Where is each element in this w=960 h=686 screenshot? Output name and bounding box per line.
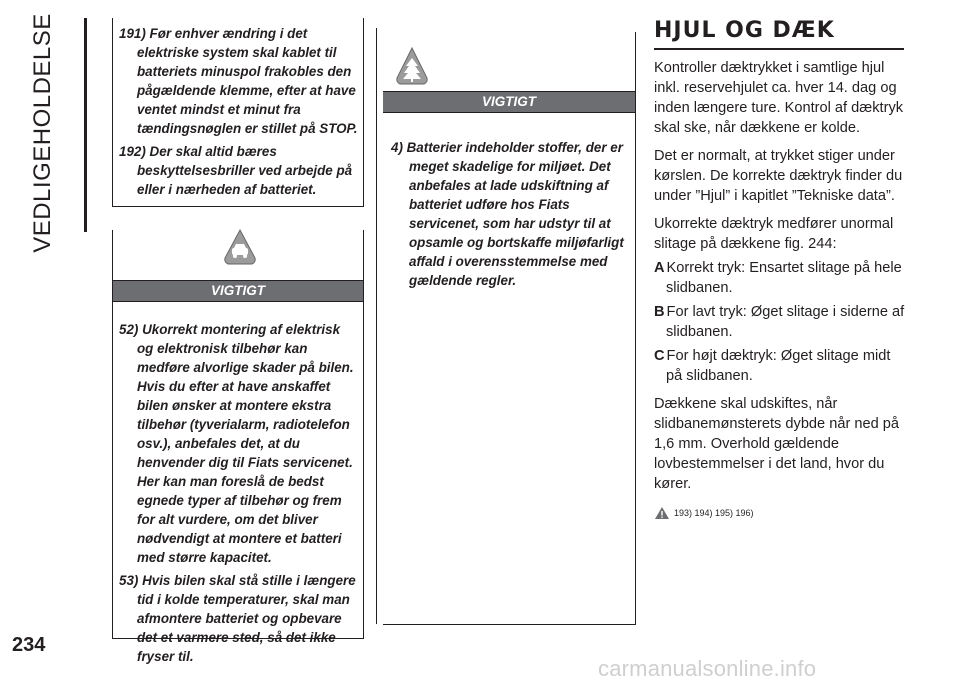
chapter-divider <box>84 18 87 232</box>
paragraph-check-pressure: Kontroller dæktrykket i samtlige hjul inkl. reservehjulet ca. hver 14. dag og inden længere ture. Kontrol af dæktryk skal ske, når dækkene er kolde. <box>654 60 904 136</box>
paragraph-pressure-rises: Det er normalt, at trykket stiger under kørslen. De korrekte dæktryk finder du under ”Hjul” i kapitlet ”Tekniske data”. <box>654 148 903 204</box>
car-warning-icon <box>223 228 257 273</box>
legend-item-b: B For lavt tryk: Øget slitage i siderne af slidbanen. <box>654 304 905 340</box>
chapter-side-title <box>8 13 78 253</box>
warning-triangle-icon <box>654 506 670 520</box>
important-heading: VIGTIGT <box>113 280 363 302</box>
chapter-title-text: VEDLIGEHOLDELSE <box>29 13 56 253</box>
notes-box-battery <box>112 18 364 207</box>
note-4: 4) Batterier indeholder stoffer, der er meget skadelige for miljøet. Det anbefales at lade udskiftning af batteriet udføre hos Fiats servicenet, som har udstyr til at opsamle og bortskaffe miljøfarligt affald i overensstemmelse med gældende regler. <box>391 140 624 288</box>
wear-legend <box>654 258 908 386</box>
watermark: carmanualsonline.info <box>598 656 817 681</box>
column-divider <box>376 28 377 624</box>
section-title: HJUL OG DÆK <box>654 18 904 50</box>
tree-environment-icon <box>395 46 429 95</box>
note-53: 53) Hvis bilen skal stå stille i længere tid i kolde temperaturer, skal man afmontere batteriet og opbevare det et varmere sted, så det ikke fryser til. <box>119 573 356 664</box>
references-text: 193) 194) 195) 196) <box>674 508 754 518</box>
legend-item-a: A Korrekt tryk: Ensartet slitage på hele slidbanen. <box>654 260 902 296</box>
important-box-accessories <box>112 230 364 664</box>
note-52: 52) Ukorrekt montering af elektrisk og elektronisk tilbehør kan medføre alvorlige skader på bilen. Hvis du efter at have anskaffet bilen ønsker at montere ekstra tilbehør (tyverialarm, radiotelefon osv.), anbefales det, at du henvender dig til Fiats servicenet. Her kan man foreslå de bedst egnede typer af tilbehør og frem for alt vurdere, om det bliver nødvendigt at montere et batteri med større kapacitet. <box>119 322 354 565</box>
important-box-environment <box>383 32 636 625</box>
important-heading: VIGTIGT <box>383 91 635 113</box>
page-number: 234 <box>12 634 46 656</box>
note-191: 191) Før enhver ændring i det elektriske system skal kablet til batteriets minuspol frakobles den pågældende klemme, efter at have ventet mindst et minut fra tændingsnøglen er stillet på STOP. <box>119 26 358 136</box>
paragraph-replace-tires: Dækkene skal udskiftes, når slidbanemønsterets dybde når ned på 1,6 mm. Overhold gældende lovbestemmelser i det land, hvor du kører. <box>654 396 900 492</box>
tires-section <box>654 18 908 520</box>
warning-references <box>654 506 908 520</box>
legend-item-c: C For højt dæktryk: Øget slitage midt på slidbanen. <box>654 348 891 384</box>
paragraph-incorrect-pressure: Ukorrekte dæktryk medfører unormal slitage på dækkene fig. 244: <box>654 216 894 252</box>
note-192: 192) Der skal altid bæres beskyttelsesbriller ved arbejde på eller i nærheden af batteriet. <box>119 144 353 197</box>
